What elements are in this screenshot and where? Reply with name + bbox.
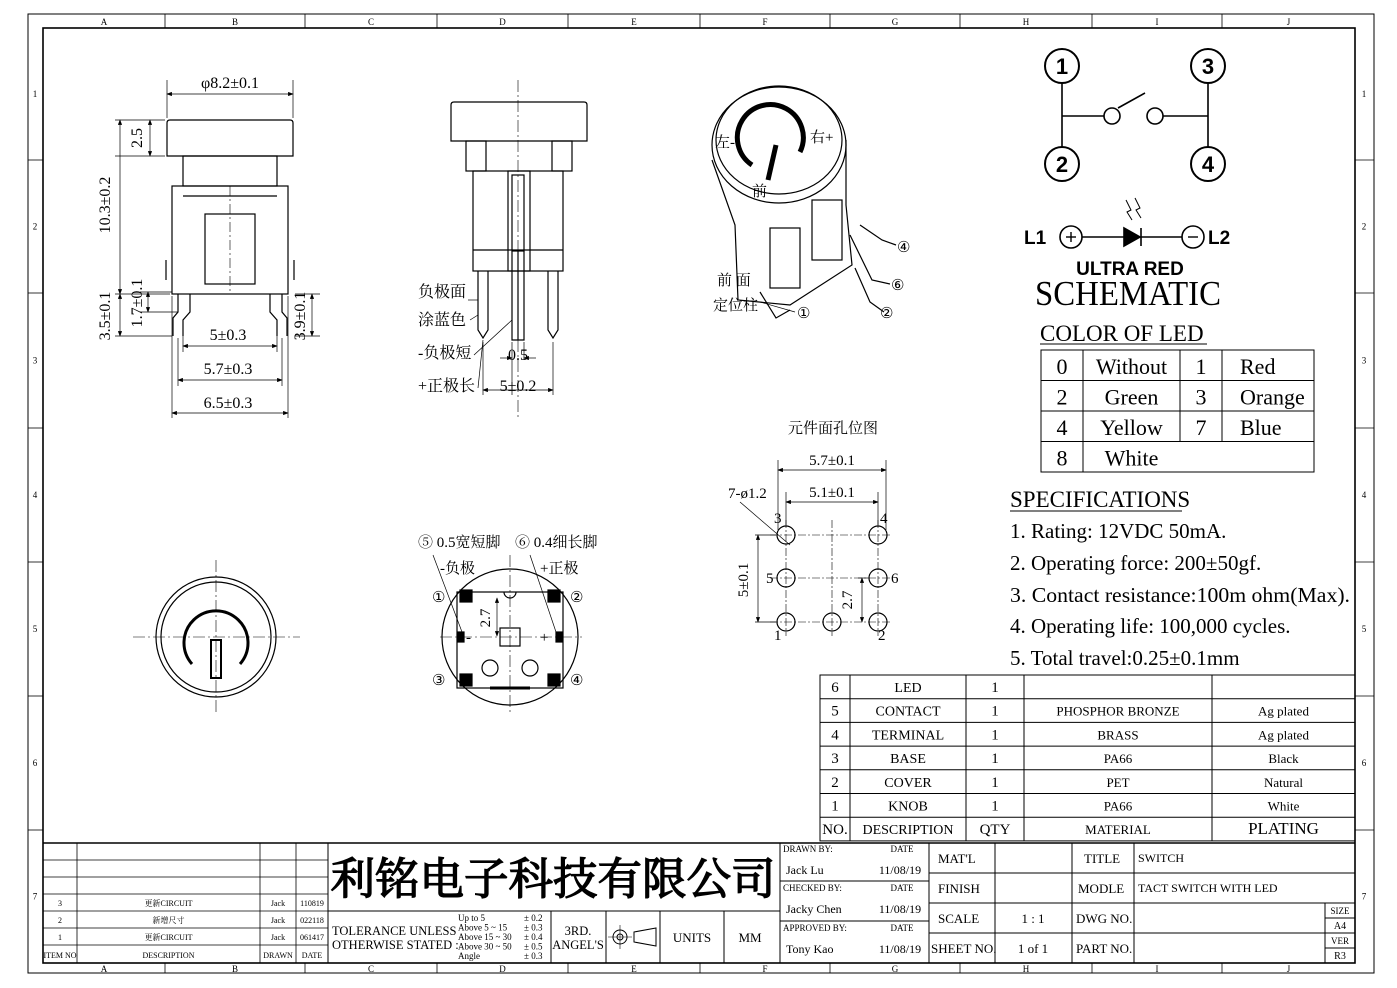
bom-cell: White: [1267, 798, 1300, 814]
tolerance-label-1: TOLERANCE UNLESS: [332, 924, 457, 938]
schem-led-type: ULTRA RED: [1076, 259, 1184, 280]
size-value: A4: [1333, 921, 1347, 932]
bom-cell: 4: [831, 727, 839, 744]
approved-by: Tony Kao: [786, 942, 834, 956]
dim-hole-2-7: 2.7: [840, 590, 856, 610]
spec-rating: 1. Rating: 12VDC 50mA.: [1010, 519, 1227, 543]
hole-2: 2: [878, 628, 886, 644]
dim-diameter: φ8.2±0.1: [200, 75, 260, 92]
model-value: TACT SWITCH WITH LED: [1138, 881, 1278, 895]
tolerance-range: Up to 5: [458, 913, 485, 923]
drawn-date: 11/08/19: [878, 863, 922, 877]
scale-label: SCALE: [938, 911, 980, 926]
checked-by-label: CHECKED BY:: [783, 883, 842, 893]
approved-by-label: APPROVED BY:: [783, 923, 847, 933]
bom-cell: Ag plated: [1258, 727, 1309, 743]
revision-cell: Jack: [270, 933, 286, 942]
bom-cell: 1: [991, 751, 999, 768]
zone-col-J: J: [1286, 964, 1291, 974]
led-color-cell: White: [1104, 445, 1159, 471]
zone-col-I: I: [1155, 17, 1159, 27]
zone-col-A: A: [100, 17, 108, 27]
led-color-cell: 8: [1056, 445, 1068, 471]
spec-life: 4. Operating life: 100,000 cycles.: [1010, 614, 1291, 638]
iso-pin-6: ⑥: [891, 278, 905, 294]
tolerance-value: ± 0.4: [524, 932, 543, 942]
led-color-table: [1040, 321, 1314, 472]
led-color-cell: Red: [1240, 354, 1276, 379]
dim-pin-pitch: 5±0.2: [499, 378, 537, 395]
company-name: 利铭电子科技有限公司: [330, 855, 776, 904]
ver-label: VER: [1331, 936, 1349, 946]
revision-header-cell: DESCRIPTION: [142, 951, 195, 960]
led-color-cell: Orange: [1240, 384, 1305, 410]
iso-front-label: 前: [752, 184, 768, 200]
revision-cell: 110819: [300, 899, 324, 908]
tolerance-range: Above 30 ~ 50: [458, 941, 512, 952]
bom-table: [820, 675, 1355, 841]
revision-cell: 更新CIRCUIT: [144, 933, 193, 942]
zone-row-1: 1: [1361, 89, 1367, 99]
top-view: [133, 560, 300, 715]
sheet-value: 1 of 1: [1017, 941, 1049, 956]
bom-cell: 1: [831, 798, 839, 815]
tolerance-value: ± 0.2: [524, 913, 543, 923]
dim-pin-width: 0.5: [508, 347, 528, 364]
bom-cell: BASE: [890, 752, 926, 768]
checked-by: Jacky Chen: [786, 902, 842, 916]
revision-header-cell: ITEM NO: [43, 951, 77, 960]
title-label: TITLE: [1084, 851, 1121, 866]
schem-pin-1: 1: [1055, 54, 1069, 79]
zone-col-C: C: [367, 964, 375, 974]
zone-row-2: 2: [32, 221, 38, 232]
led-color-cell: Green: [1104, 384, 1159, 410]
bom-cell: 1: [991, 680, 999, 696]
hole-layout-labels: [728, 419, 899, 644]
bottom-minus: -: [466, 630, 471, 646]
zone-col-G: G: [891, 964, 899, 974]
revision-cell: 新增尺寸: [152, 916, 185, 925]
dim-bottom-2-7: 2.7: [478, 608, 494, 628]
bom-header-cell: MATERIAL: [1085, 822, 1151, 838]
schem-pin-2: 2: [1055, 152, 1069, 177]
led-color-title: COLOR OF LED: [1040, 321, 1204, 346]
bottom-plus: +: [540, 630, 549, 646]
bom-header-cell: DESCRIPTION: [862, 823, 954, 839]
size-label: SIZE: [1330, 906, 1350, 916]
dim-hole-count: 7-ø1.2: [728, 486, 767, 502]
dim-pin-a: 3.5±0.1: [97, 291, 114, 341]
dim-pin-b: 1.7±0.1: [129, 278, 146, 328]
dim-hole-5-1: 5.1±0.1: [809, 485, 855, 501]
tolerance-value: ± 0.5: [524, 941, 543, 952]
led-color-cell: 0: [1056, 354, 1068, 379]
ver-value: R3: [1334, 951, 1346, 962]
zone-col-H: H: [1022, 964, 1030, 974]
note-pos-long: +正极长: [418, 378, 476, 395]
revision-cell: 2: [58, 916, 62, 925]
hole-layout: [770, 520, 892, 636]
specs-title: SPECIFICATIONS: [1010, 487, 1191, 512]
zone-row-7: 7: [32, 891, 38, 902]
zone-col-G: G: [891, 17, 899, 27]
note-pin6-a: ⑥ 0.4细长脚: [515, 535, 598, 551]
bom-cell: PA66: [1103, 751, 1133, 767]
title-value: SWITCH: [1138, 851, 1184, 865]
iso-right-label: 右+: [810, 130, 834, 146]
bom-cell: 1: [991, 703, 999, 720]
dim-hole-5-7: 5.7±0.1: [809, 453, 855, 469]
tolerance-value: ± 0.3: [524, 922, 543, 933]
bottom-pin-3: ③: [432, 673, 446, 689]
bottom-pin-2: ②: [570, 590, 584, 606]
sheet-label: SHEET NO.: [931, 941, 997, 956]
zone-row-1: 1: [32, 89, 38, 99]
schem-pin-3: 3: [1201, 54, 1215, 79]
front-view: [451, 80, 587, 420]
dim-hole-5: 5±0.1: [736, 562, 752, 598]
bom-cell: TERMINAL: [871, 728, 945, 744]
schematic-labels: [1024, 54, 1230, 313]
schematic-title: SCHEMATIC: [1035, 274, 1221, 313]
bom-header-cell: QTY: [979, 822, 1011, 839]
dim-width-3: 6.5±0.3: [203, 395, 253, 412]
iso-pin-4: ④: [897, 240, 911, 256]
zone-col-B: B: [231, 964, 239, 974]
bom-cell: 1: [991, 798, 999, 815]
tolerance-label-2: OTHERWISE STATED :: [332, 938, 459, 952]
checked-date: 11/08/19: [878, 902, 922, 916]
revision-header-cell: DATE: [301, 951, 323, 960]
dim-total-height: 10.3±0.2: [97, 176, 114, 234]
zone-row-5: 5: [1361, 624, 1367, 634]
zone-col-C: C: [367, 17, 375, 27]
zone-row-2: 2: [1361, 221, 1367, 232]
bottom-view-labels: [418, 534, 598, 689]
zone-col-D: D: [499, 964, 506, 974]
bottom-pin-4: ④: [570, 673, 584, 689]
approved-date: 11/08/19: [878, 942, 922, 956]
bottom-pin-1: ①: [432, 590, 446, 606]
zone-col-A: A: [100, 964, 108, 974]
zone-row-5: 5: [32, 624, 38, 634]
led-color-cell: 7: [1195, 415, 1207, 440]
zone-row-6: 6: [32, 758, 38, 768]
spec-force: 2. Operating force: 200±50gf.: [1010, 551, 1262, 575]
note-pin5-b: -负极: [440, 561, 475, 577]
revision-cell: 061417: [300, 933, 324, 942]
bom-cell: Black: [1268, 751, 1299, 767]
hole-6: 6: [891, 571, 899, 587]
zone-col-D: D: [499, 17, 506, 27]
schematic: [1045, 49, 1225, 248]
hole-4: 4: [880, 511, 888, 527]
specifications: [1010, 487, 1350, 670]
zone-col-F: F: [762, 17, 768, 27]
hole-layout-title: 元件面孔位图: [787, 421, 879, 437]
schem-pin-4: 4: [1201, 152, 1215, 177]
spec-travel: 5. Total travel:0.25±0.1mm: [1010, 646, 1240, 670]
material-label: MAT'L: [938, 851, 976, 866]
dim-width-1: 5±0.3: [209, 327, 247, 344]
bom-cell: KNOB: [888, 799, 928, 815]
zone-col-I: I: [1155, 964, 1159, 974]
zone-col-E: E: [631, 17, 637, 27]
revision-cell: Jack: [270, 899, 286, 908]
zone-row-6: 6: [1361, 758, 1367, 768]
bom-cell: 1: [991, 727, 999, 744]
led-color-cell: 2: [1056, 384, 1068, 410]
led-color-cell: Without: [1095, 354, 1168, 379]
revision-cell: Jack: [270, 916, 286, 925]
revision-cell: 022118: [300, 916, 324, 925]
tolerance-range: Above 5 ~ 15: [458, 922, 508, 933]
revision-cell: 1: [58, 933, 62, 942]
zone-col-H: H: [1022, 17, 1030, 27]
model-label: MODLE: [1078, 881, 1125, 896]
projection-label-1: 3RD.: [564, 924, 592, 938]
side-view-labels: [97, 75, 309, 412]
led-color-cell: Blue: [1240, 415, 1282, 440]
bom-cell: 2: [831, 774, 839, 791]
side-view: [166, 120, 294, 336]
spec-resistance: 3. Contact resistance:100m ohm(Max).: [1010, 583, 1350, 607]
iso-pin-2: ②: [880, 306, 894, 322]
schem-l2: L2: [1208, 228, 1231, 249]
drawn-date-label: DATE: [890, 844, 914, 854]
units-label: UNITS: [672, 930, 712, 945]
led-color-cell: 1: [1195, 354, 1207, 379]
bom-cell: BRASS: [1097, 727, 1139, 743]
zone-row-3: 3: [1361, 355, 1367, 366]
zone-col-B: B: [231, 17, 239, 27]
bom-cell: Ag plated: [1258, 703, 1309, 719]
zone-row-3: 3: [32, 355, 38, 366]
revision-cell: 更新CIRCUIT: [144, 899, 193, 908]
bom-cell: COVER: [884, 775, 932, 791]
led-color-cell: 3: [1195, 384, 1207, 410]
finish-label: FINISH: [938, 881, 980, 896]
iso-locate-2: 定位柱: [713, 298, 759, 314]
schem-l1: L1: [1024, 228, 1047, 249]
bom-cell: 1: [991, 774, 999, 791]
front-view-labels: [418, 282, 536, 395]
iso-left-label: 左-: [715, 135, 735, 151]
bom-cell: 6: [831, 680, 839, 696]
dwg-label: DWG NO.: [1076, 911, 1133, 926]
zone-row-7: 7: [1361, 891, 1367, 902]
zone-col-F: F: [762, 964, 768, 974]
zone-row-4: 4: [1361, 490, 1367, 500]
units-value: MM: [738, 930, 762, 945]
bom-cell: PET: [1106, 774, 1130, 790]
bom-header-cell: NO.: [822, 822, 848, 839]
revision-cell: 3: [58, 899, 62, 908]
bom-cell: LED: [894, 681, 922, 696]
tolerance-value: ± 0.3: [524, 951, 543, 961]
revision-header-cell: DRAWN: [263, 951, 293, 960]
iso-pin-1: ①: [797, 306, 811, 322]
revision-table: [43, 843, 328, 963]
zone-row-4: 4: [32, 490, 38, 500]
led-color-cell: Yellow: [1100, 415, 1163, 440]
bom-cell: 5: [831, 703, 839, 720]
bom-cell: CONTACT: [875, 704, 941, 720]
hole-3: 3: [774, 511, 782, 527]
bom-header-cell: PLATING: [1248, 819, 1319, 839]
zone-col-E: E: [631, 964, 637, 974]
note-blue-paint: 涂蓝色: [418, 312, 467, 329]
approved-date-label: DATE: [890, 923, 914, 933]
note-neg-face: 负极面: [418, 284, 467, 301]
checked-date-label: DATE: [890, 883, 914, 893]
led-color-cell: 4: [1056, 415, 1068, 440]
dim-pin-c: 3.9±0.1: [292, 291, 309, 341]
scale-value: 1 : 1: [1021, 911, 1045, 926]
iso-locate-1: 前 面: [717, 273, 751, 289]
drawn-by: Jack Lu: [786, 863, 824, 877]
note-neg-short: -负极短: [418, 345, 472, 362]
hole-5: 5: [766, 571, 774, 587]
drawn-by-label: DRAWN BY:: [783, 844, 833, 854]
bom-cell: PHOSPHOR BRONZE: [1056, 703, 1180, 719]
tolerance-range: Above 15 ~ 30: [458, 932, 512, 942]
projection-label-2: ANGEL'S: [552, 938, 604, 952]
bom-cell: 3: [831, 751, 839, 768]
note-pin5-a: ⑤ 0.5宽短脚: [418, 535, 501, 551]
hole-1: 1: [774, 628, 782, 644]
bom-cell: PA66: [1103, 798, 1133, 814]
tolerance-range: Angle: [458, 951, 480, 961]
zone-col-J: J: [1286, 17, 1291, 27]
dim-width-2: 5.7±0.3: [203, 361, 253, 378]
note-pin6-b: +正极: [540, 561, 579, 577]
dim-cap-height: 2.5: [129, 128, 146, 148]
part-label: PART NO.: [1076, 941, 1133, 956]
bottom-view: [440, 555, 582, 715]
bom-cell: Natural: [1264, 774, 1303, 790]
